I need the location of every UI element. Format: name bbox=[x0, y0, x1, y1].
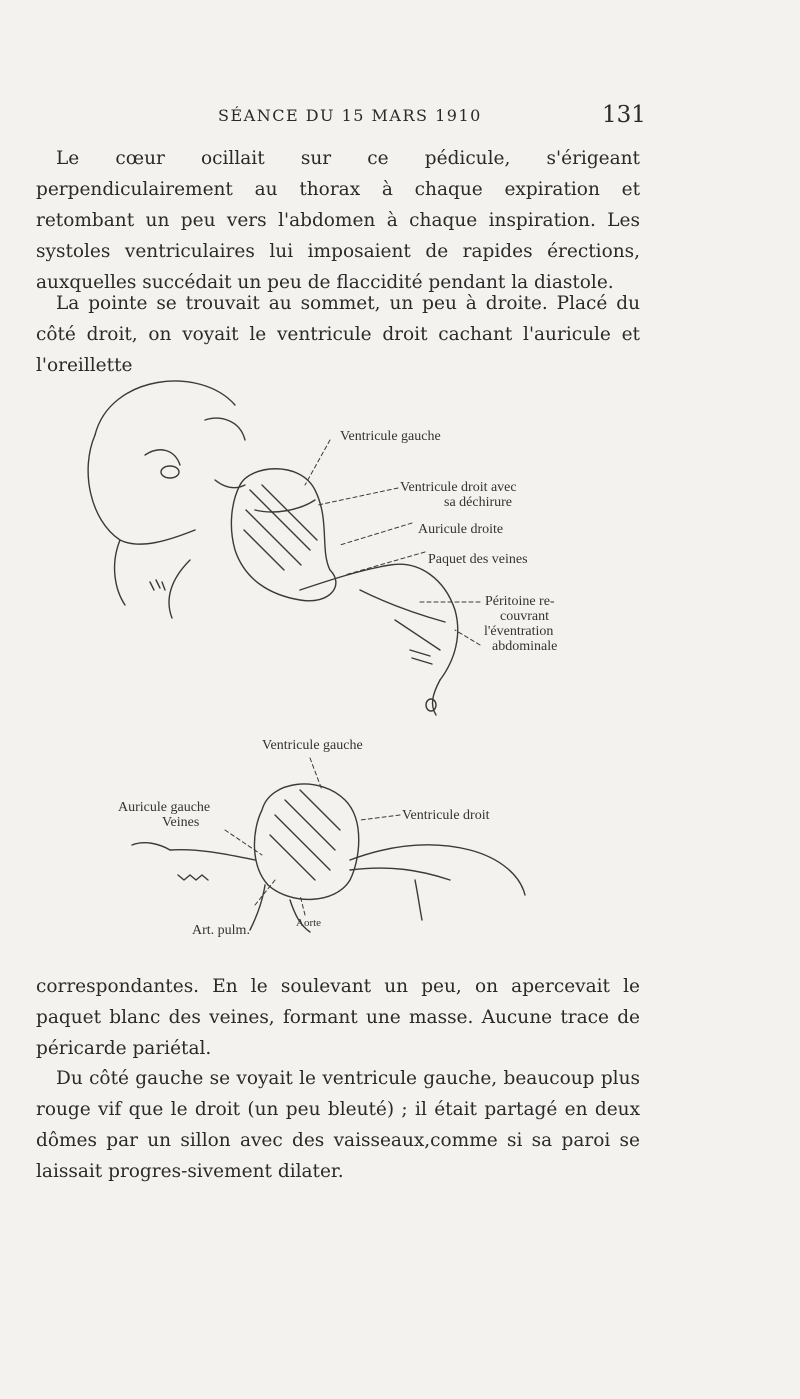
paragraph-1: Le cœur ocillait sur ce pédicule, s'érigeant perpendiculairement au thorax à chaque expiration et retombant un peu vers l'abdomen à chaque inspiration. Les systoles ventriculaires lui imposaient de rapides érections, auxquelles succédait un peu de flaccidité pendant la diastole. bbox=[36, 148, 640, 293]
illustration-svg bbox=[0, 360, 800, 960]
label-peritoine-4: abdominale bbox=[492, 639, 558, 654]
label-peritoine-2: couvrant bbox=[500, 609, 549, 624]
label-auricule-droite: Auricule droite bbox=[418, 522, 504, 537]
label-bottom-ventricule-gauche: Ventricule gauche bbox=[262, 738, 363, 753]
heart-top-drawing bbox=[231, 469, 457, 715]
label-ventricule-droit: Ventricule droit avec bbox=[400, 480, 517, 495]
label-art-pulm: Art. pulm. bbox=[192, 923, 250, 938]
label-paquet-veines: Paquet des veines bbox=[428, 552, 528, 567]
paragraph-3: correspondantes. En le soulevant un peu, on apercevait le paquet blanc des veines, formant une masse. Aucune trace de péricarde pariétal. bbox=[36, 976, 640, 1059]
label-peritoine-3: l'éventration bbox=[484, 624, 554, 639]
label-bottom-ventricule-droit: Ventricule droit bbox=[402, 808, 490, 823]
label-peritoine-1: Péritoine re- bbox=[485, 594, 555, 609]
paragraph-4: Du côté gauche se voyait le ventricule gauche, beaucoup plus rouge vif que le droit (un peu bleuté) ; il était partagé en deux dômes par un sillon avec des vaisseaux,comme si sa paroi se laissait progres-sivement dilater. bbox=[36, 1068, 640, 1182]
leader-lines-top bbox=[305, 440, 480, 645]
page-number: 131 bbox=[602, 102, 646, 128]
infant-head-drawing bbox=[88, 381, 245, 618]
label-veines: Veines bbox=[162, 815, 200, 830]
leader-lines-bottom bbox=[225, 758, 400, 915]
paragraph-2: La pointe se trouvait au sommet, un peu à droite. Placé du côté droit, on voyait le ventricule droit cachant l'auricule et l'oreillette bbox=[36, 293, 640, 376]
running-head: SÉANCE DU 15 MARS 1910 bbox=[218, 106, 482, 125]
page-header bbox=[0, 102, 800, 132]
label-ventricule-droit-2: sa déchirure bbox=[444, 495, 513, 510]
label-ventricule-gauche: Ventricule gauche bbox=[340, 429, 441, 444]
label-aorte: Aorte bbox=[296, 917, 322, 929]
label-auricule-gauche: Auricule gauche bbox=[118, 800, 211, 815]
anatomical-figure bbox=[0, 360, 800, 960]
